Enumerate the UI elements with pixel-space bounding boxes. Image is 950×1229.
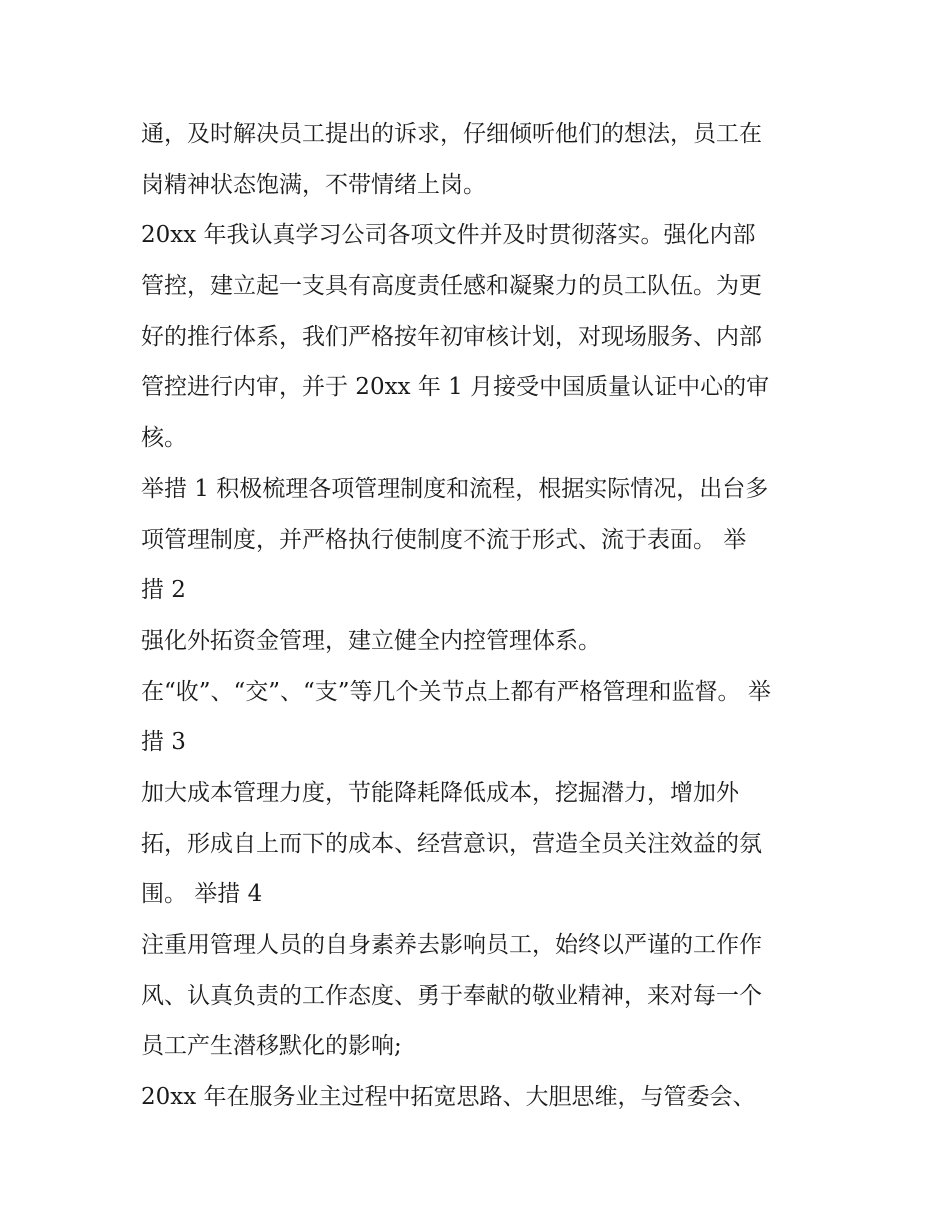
- text-line: 20xx 年我认真学习公司各项文件并及时贯彻落实。强化内部: [141, 222, 756, 249]
- text-line: 项管理制度，并严格执行使制度不流于形式、流于表面。 举: [141, 526, 747, 553]
- text-line: 举措 1 积极梳理各项管理制度和流程，根据实际情况，出台多: [141, 475, 769, 502]
- text-line: 20xx 年在服务业主过程中拓宽思路、大胆思维，与管委会、: [141, 1084, 756, 1111]
- text-line: 员工产生潜移默化的影响;: [141, 1033, 402, 1060]
- body-text: [141, 109, 821, 1123]
- text-line: 风、认真负责的工作态度、勇于奉献的敬业精神，来对每一个: [141, 982, 762, 1009]
- text-line: 在“收”、“交”、“支”等几个关节点上都有严格管理和监督。 举: [141, 678, 771, 705]
- text-line: 核。: [141, 425, 187, 452]
- text-line: 注重用管理人员的自身素养去影响员工，始终以严谨的工作作: [141, 932, 762, 958]
- text-line: 强化外拓资金管理，建立健全内控管理体系。: [141, 627, 601, 654]
- text-line: 加大成本管理力度，节能降耗降低成本，挖掘潜力，增加外: [141, 779, 739, 806]
- text-line: 通，及时解决员工提出的诉求，仔细倾听他们的想法，员工在: [141, 121, 762, 147]
- text-line: 措 2: [141, 577, 186, 604]
- text-line: 管控进行内审，并于 20xx 年 1 月接受中国质量认证中心的审: [141, 374, 770, 401]
- text-line: 好的推行体系，我们严格按年初审核计划，对现场服务、内部: [141, 323, 762, 350]
- text-line: 管控，建立起一支具有高度责任感和凝聚力的员工队伍。为更: [141, 273, 762, 300]
- text-line: 围。 举措 4: [141, 881, 263, 908]
- text-line: 拓，形成自上而下的成本、经营意识，营造全员关注效益的氛: [141, 830, 762, 857]
- text-line: 措 3: [141, 729, 186, 756]
- text-line: 岗精神状态饱满，不带情绪上岗。: [141, 171, 486, 198]
